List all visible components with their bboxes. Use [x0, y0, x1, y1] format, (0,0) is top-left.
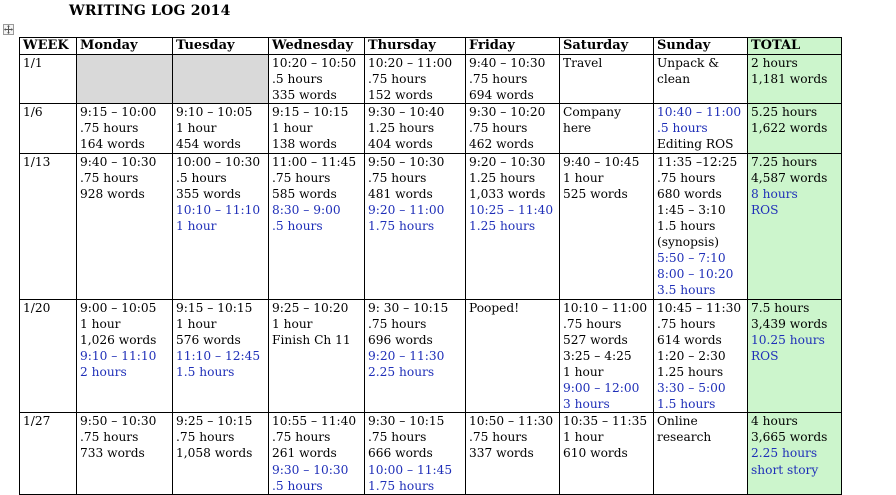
cell-text-line: 261 words [272, 446, 337, 461]
cell-text-line: 1.25 hours [469, 218, 536, 233]
table-row [20, 413, 842, 495]
cell-text-line: 1.5 hours [657, 397, 716, 412]
cell-text-line: 1:20 – 2:30 [657, 348, 726, 363]
cell-text-line: 2.25 hours [368, 364, 435, 379]
day-cell[interactable] [654, 104, 748, 153]
cell-text-line: 9:15 – 10:15 [272, 105, 349, 120]
cell-text-line: 9: 30 – 10:15 [368, 300, 449, 315]
day-cell[interactable] [560, 55, 654, 104]
table-row [20, 55, 842, 104]
cell-text-line: 335 words [272, 88, 337, 103]
day-cell[interactable] [173, 104, 269, 153]
cell-text-line: .75 hours [80, 430, 139, 445]
day-cell[interactable] [173, 299, 269, 413]
cell-text-line: 1.25 hours [368, 121, 435, 136]
column-header-tuesday: Tuesday [173, 38, 269, 55]
cell-text-line: .5 hours [657, 121, 708, 136]
cell-text-line: 9:10 – 10:05 [176, 105, 253, 120]
day-cell[interactable] [77, 104, 173, 153]
cell-text-line: 9:15 – 10:15 [176, 300, 253, 315]
cell-text-line: 614 words [657, 332, 722, 347]
cell-text-line: 525 words [563, 186, 628, 201]
cell-text-line: 10:20 – 11:00 [368, 56, 453, 70]
column-header-total: TOTAL [748, 38, 842, 55]
column-header-friday: Friday [466, 38, 560, 55]
day-cell[interactable] [365, 153, 466, 299]
cell-text-line: ROS [751, 202, 779, 217]
total-cell[interactable] [748, 55, 842, 104]
cell-text-line: 9:25 – 10:15 [176, 414, 253, 429]
table-row [20, 299, 842, 413]
cell-text-line: .75 hours [657, 170, 716, 185]
cell-text-line: 9:15 – 10:00 [80, 105, 157, 120]
cell-text-line: 9:40 – 10:45 [563, 154, 640, 169]
cell-text-line: 1.25 hours [469, 170, 536, 185]
cell-text-line: 1.75 hours [368, 478, 435, 493]
cell-text-line: .75 hours [368, 430, 427, 445]
day-cell[interactable] [173, 55, 269, 104]
cell-text-line: 9:00 – 10:05 [80, 300, 157, 315]
cell-text-line: 9:40 – 10:30 [80, 154, 157, 169]
cell-text-line: .75 hours [368, 72, 427, 87]
cell-text-line: clean [657, 72, 691, 87]
cell-text-line: 1 hour [80, 316, 121, 331]
day-cell[interactable] [77, 413, 173, 495]
day-cell[interactable] [269, 299, 365, 413]
cell-text-line: Unpack & [657, 56, 720, 70]
cell-text-line: .75 hours [657, 316, 716, 331]
cell-text-line: 404 words [368, 137, 433, 152]
day-cell[interactable] [466, 104, 560, 153]
cell-text-line: 576 words [176, 332, 241, 347]
cell-text-line: 2.25 hours [751, 446, 818, 461]
cell-text-line: Finish Ch 11 [272, 332, 351, 347]
cell-text-line: 10:00 – 10:30 [176, 154, 261, 169]
cell-text-line: 610 words [563, 446, 628, 461]
cell-text-line: 1,622 words [751, 121, 828, 136]
table-body [20, 55, 842, 495]
cell-text-line: 3,665 words [751, 430, 828, 445]
cell-text-line: 10:45 – 11:30 [657, 300, 742, 315]
cell-text-line: .75 hours [469, 121, 528, 136]
week-cell[interactable]: 1/27 [20, 413, 77, 495]
cell-text-line: 9:50 – 10:30 [80, 414, 157, 429]
cell-text-line: Pooped! [469, 300, 520, 315]
total-cell[interactable] [748, 299, 842, 413]
writing-log-table [19, 37, 842, 495]
cell-text-line: .75 hours [469, 72, 528, 87]
cell-text-line: 10:55 – 11:40 [272, 414, 357, 429]
cell-text-line: .75 hours [469, 430, 528, 445]
cell-text-line: .75 hours [563, 316, 622, 331]
cell-text-line: 9:30 – 10:30 [272, 462, 349, 477]
cell-text-line: 3,439 words [751, 316, 828, 331]
cell-text-line: 1,033 words [469, 186, 546, 201]
day-cell[interactable] [269, 55, 365, 104]
day-cell[interactable] [466, 299, 560, 413]
cell-text-line: 1,181 words [751, 72, 828, 87]
header-row [20, 38, 842, 55]
day-cell[interactable] [466, 153, 560, 299]
cell-text-line: 481 words [368, 186, 433, 201]
day-cell[interactable] [654, 55, 748, 104]
cell-text-line: .5 hours [176, 170, 227, 185]
cell-text-line: 1.25 hours [657, 364, 724, 379]
day-cell[interactable] [365, 413, 466, 495]
day-cell[interactable] [560, 413, 654, 495]
day-cell[interactable] [560, 104, 654, 153]
column-header-sunday: Sunday [654, 38, 748, 55]
cell-text-line: here [563, 121, 592, 136]
cell-text-line: 11:10 – 12:45 [176, 348, 261, 363]
cell-text-line: 7.25 hours [751, 154, 818, 169]
day-cell[interactable] [77, 55, 173, 104]
cell-text-line: 2 hours [751, 56, 798, 70]
cell-text-line: 1,058 words [176, 446, 253, 461]
cell-text-line: 5.25 hours [751, 105, 818, 120]
cell-text-line: 9:20 – 10:30 [469, 154, 546, 169]
cell-text-line: 694 words [469, 88, 534, 103]
cell-text-line: 9:20 – 11:00 [368, 202, 445, 217]
day-cell[interactable] [466, 55, 560, 104]
cell-text-line: 454 words [176, 137, 241, 152]
cell-text-line: 9:10 – 11:10 [80, 348, 157, 363]
cell-text-line: 1 hour [563, 364, 604, 379]
column-header-thursday: Thursday [365, 38, 466, 55]
cell-text-line: 10:20 – 10:50 [272, 56, 357, 70]
cell-text-line: 3 hours [563, 397, 610, 412]
cell-text-line: 1 hour [176, 218, 217, 233]
cell-text-line: ROS [751, 348, 779, 363]
cell-text-line: short story [751, 462, 819, 477]
cell-text-line: 7.5 hours [751, 300, 810, 315]
cell-text-line: .75 hours [80, 121, 139, 136]
cell-text-line: 9:30 – 10:40 [368, 105, 445, 120]
cell-text-line: 9:30 – 10:20 [469, 105, 546, 120]
cell-text-line: (synopsis) [657, 235, 720, 250]
cell-text-line: 1 hour [563, 430, 604, 445]
cell-text-line: 8:30 – 9:00 [272, 202, 341, 217]
cell-text-line: 696 words [368, 332, 433, 347]
cell-text-line: 152 words [368, 88, 433, 103]
cell-text-line: 4 hours [751, 414, 798, 429]
cell-text-line: 1 hour [176, 316, 217, 331]
cell-text-line: 9:50 – 10:30 [368, 154, 445, 169]
day-cell[interactable] [365, 299, 466, 413]
week-cell[interactable]: 1/1 [20, 55, 77, 104]
cell-text-line: 8:00 – 10:20 [657, 267, 734, 282]
day-cell[interactable] [654, 413, 748, 495]
day-cell[interactable] [173, 153, 269, 299]
cell-text-line: 337 words [469, 446, 534, 461]
cell-text-line: 5:50 – 7:10 [657, 251, 726, 266]
cell-text-line: 11:35 –12:25 [657, 154, 738, 169]
column-header-saturday: Saturday [560, 38, 654, 55]
day-cell[interactable] [269, 104, 365, 153]
table-row [20, 104, 842, 153]
cell-text-line: .75 hours [80, 170, 139, 185]
cell-text-line: 1.5 hours [657, 218, 716, 233]
cell-text-line: Company [563, 105, 622, 120]
cell-text-line: 1,026 words [80, 332, 157, 347]
cell-text-line: 10:50 – 11:30 [469, 414, 554, 429]
cell-text-line: 1.5 hours [176, 364, 235, 379]
week-cell[interactable]: 1/6 [20, 104, 77, 153]
cell-text-line: .5 hours [272, 218, 323, 233]
cell-text-line: research [657, 430, 712, 445]
cell-text-line: 9:30 – 10:15 [368, 414, 445, 429]
cell-text-line: 1 hour [272, 121, 313, 136]
cell-text-line: 585 words [272, 186, 337, 201]
cell-text-line: 164 words [80, 137, 145, 152]
total-cell[interactable] [748, 413, 842, 495]
cell-text-line: 2 hours [80, 364, 127, 379]
cell-text-line: 680 words [657, 186, 722, 201]
cell-text-line: .75 hours [272, 430, 331, 445]
cell-text-line: 462 words [469, 137, 534, 152]
day-cell[interactable] [365, 104, 466, 153]
day-cell[interactable] [173, 413, 269, 495]
cell-text-line: 3:30 – 5:00 [657, 381, 726, 396]
cell-text-line: 1 hour [563, 170, 604, 185]
cell-text-line: 3:25 – 4:25 [563, 348, 632, 363]
cell-text-line: .75 hours [368, 170, 427, 185]
day-cell[interactable] [560, 299, 654, 413]
cell-text-line: 1 hour [176, 121, 217, 136]
cell-text-line: 9:20 – 11:30 [368, 348, 445, 363]
cell-text-line: 1:45 – 3:10 [657, 202, 726, 217]
cell-text-line: Online [657, 414, 698, 429]
cell-text-line: Travel [563, 56, 603, 70]
cell-text-line: 355 words [176, 186, 241, 201]
cell-text-line: 4,587 words [751, 170, 828, 185]
cell-text-line: 138 words [272, 137, 337, 152]
cell-text-line: .75 hours [272, 170, 331, 185]
day-cell[interactable] [654, 299, 748, 413]
cell-text-line: 11:00 – 11:45 [272, 154, 357, 169]
week-cell[interactable]: 1/20 [20, 299, 77, 413]
day-cell[interactable] [466, 413, 560, 495]
column-header-wednesday: Wednesday [269, 38, 365, 55]
total-cell[interactable] [748, 153, 842, 299]
cell-text-line: 9:25 – 10:20 [272, 300, 349, 315]
column-header-week: WEEK [20, 38, 77, 55]
cell-text-line: 10:10 – 11:00 [563, 300, 648, 315]
cell-text-line: 1.75 hours [368, 218, 435, 233]
total-cell[interactable] [748, 104, 842, 153]
document-title: WRITING LOG 2014 [69, 3, 231, 19]
day-cell[interactable] [365, 55, 466, 104]
day-cell[interactable] [269, 153, 365, 299]
cell-text-line: 666 words [368, 446, 433, 461]
cell-text-line: .75 hours [368, 316, 427, 331]
cell-text-line: 928 words [80, 186, 145, 201]
day-cell[interactable] [77, 299, 173, 413]
cell-text-line: 10:25 – 11:40 [469, 202, 554, 217]
cell-text-line: .5 hours [272, 478, 323, 493]
cell-text-line: .5 hours [272, 72, 323, 87]
column-header-monday: Monday [77, 38, 173, 55]
day-cell[interactable] [269, 413, 365, 495]
cell-text-line: 527 words [563, 332, 628, 347]
cell-text-line: 733 words [80, 446, 145, 461]
cell-text-line: 1 hour [272, 316, 313, 331]
cell-text-line: 10:10 – 11:10 [176, 202, 261, 217]
cell-text-line: .75 hours [176, 430, 235, 445]
cell-text-line: 9:00 – 12:00 [563, 381, 640, 396]
cell-text-line: 3.5 hours [657, 283, 716, 298]
day-cell[interactable] [77, 153, 173, 299]
table-move-handle-icon[interactable] [3, 24, 14, 35]
cell-text-line: 8 hours [751, 186, 798, 201]
day-cell[interactable] [560, 153, 654, 299]
cell-text-line: 10:40 – 11:00 [657, 105, 742, 120]
cell-text-line: Editing ROS [657, 137, 734, 152]
cell-text-line: 9:40 – 10:30 [469, 56, 546, 70]
cell-text-line: 10:35 – 11:35 [563, 414, 648, 429]
cell-text-line: 10:00 – 11:45 [368, 462, 453, 477]
week-cell[interactable]: 1/13 [20, 153, 77, 299]
table-row [20, 153, 842, 299]
day-cell[interactable] [654, 153, 748, 299]
cell-text-line: 10.25 hours [751, 332, 825, 347]
